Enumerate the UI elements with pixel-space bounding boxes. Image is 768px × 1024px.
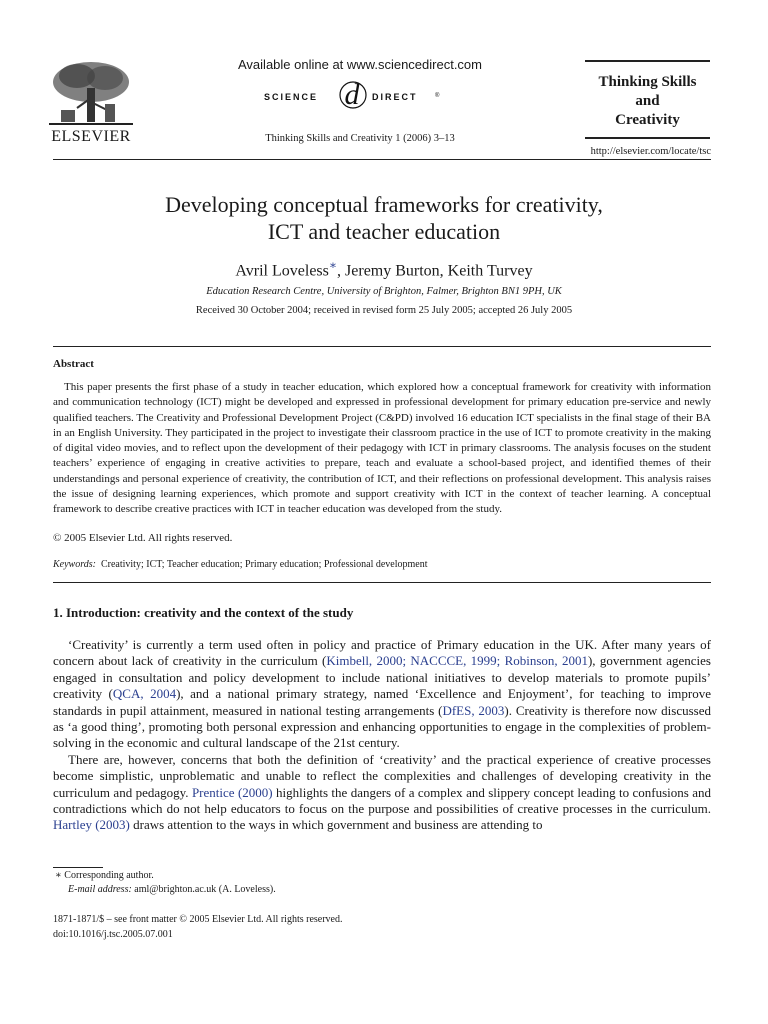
- p1-text-c: ), and a national primary strategy, named ‘Excellence and Enjoyment’, for teaching to improve standards in pupil attainment, measured in national testing arrangements (: [53, 686, 712, 718]
- paragraph-1: [53, 637, 711, 752]
- section-body: [53, 637, 711, 834]
- sd-right-text: DIRECT: [372, 92, 418, 102]
- available-online-text[interactable]: Available online at www.sciencedirect.com: [238, 57, 482, 72]
- corresponding-author-link[interactable]: ∗: [328, 258, 338, 272]
- affiliation: Education Research Centre, University of Brighton, Falmer, Brighton BN1 9PH, UK: [206, 286, 562, 297]
- footnote-corresponding-text: Corresponding author.: [61, 870, 154, 881]
- author-list: [60, 258, 708, 280]
- footnote-mark: ∗: [55, 870, 62, 881]
- p2-text-b: highlights the dangers of a complex and slippery concept leading to confusions and contradictions which do not help educators to focus on the purpose and possibilities of creative processes in the curriculum.: [53, 784, 711, 817]
- footnote-email: [68, 884, 276, 895]
- abstract-heading: Abstract: [53, 358, 94, 370]
- p2-text-c: draws attention to the ways in which government and business are attending to: [129, 817, 543, 833]
- abstract-body: [53, 380, 711, 518]
- front-matter-issn: 1871-1871/$ – see front matter © 2005 Elsevier Ltd. All rights reserved.: [53, 914, 343, 925]
- journal-url-link[interactable]: http://elsevier.com/locate/tsc: [590, 146, 711, 157]
- p1-text-a: ‘Creativity’ is currently a term used often in policy and practice of Primary education in the UK. After many years of concern about lack of creativity in the curriculum (: [53, 637, 711, 669]
- journal-title-line3: Creativity: [615, 112, 680, 128]
- email-address[interactable]: aml@brighton.ac.uk (A. Loveless).: [131, 884, 276, 895]
- p1-text-b: ), government agencies engaged in consultation and policy development to include national initiatives to develop materials to promote pupils’ creativity (: [53, 653, 711, 702]
- authors-rest: , Jeremy Burton, Keith Turvey: [337, 262, 533, 280]
- journal-title-box: [585, 73, 710, 130]
- publisher-name: ELSEVIER: [51, 128, 131, 145]
- abstract-top-divider: [53, 346, 711, 347]
- abstract-bottom-divider: [53, 582, 711, 583]
- ref-link-dfes[interactable]: DfES, 2003: [442, 702, 505, 718]
- author-loveless: Avril Loveless: [235, 262, 329, 280]
- sciencedirect-logo: [250, 76, 490, 112]
- p1-text-d: ). Creativity is therefore now discussed as ‘a good thing’, promoting both personal expression and enhancing opportunities to engage in the complexities of problem-solving in the economic and cultural landscape of the 21st century.: [53, 702, 711, 751]
- doi[interactable]: doi:10.1016/j.tsc.2005.07.001: [53, 929, 173, 940]
- svg-text:d: d: [344, 78, 360, 111]
- keywords-list: Creativity; ICT; Teacher education; Primary education; Professional development: [100, 559, 428, 570]
- keywords-line: [53, 559, 711, 570]
- paragraph-2: [53, 752, 711, 834]
- email-label: E-mail address:: [68, 884, 132, 895]
- ref-link-prentice[interactable]: Prentice (2000): [191, 784, 273, 800]
- section-heading: 1. Introduction: creativity and the context of the study: [53, 605, 354, 620]
- article-title-line2: ICT and teacher education: [267, 219, 501, 244]
- received-dates: Received 30 October 2004; received in revised form 25 July 2005; accepted 26 July 2005: [195, 305, 573, 316]
- header-divider: [53, 159, 711, 160]
- journal-citation: Thinking Skills and Creativity 1 (2006) 3–13: [265, 133, 455, 144]
- journal-box-bottom-rule: [585, 137, 710, 139]
- article-title: [60, 191, 708, 245]
- abstract-paragraph: This paper presents the first phase of a study in teacher education, which explored how a conceptual framework for creativity with information and communication technology (ICT) might be developed and expressed in professional development for primary education pre-service and newly qualified teachers. The Creativity and Professional Development Project (C&PD) involved 16 education ICT specialists in the final stage of their BA in an English University. They participated in the project to investigate their classroom practice in the use of ICT to promote creativity in the making of digital video movies, and to reflect upon the development of their pedagogy with ICT in primary classrooms. The analysis focuses on the student teachers’ experience of engaging in creative activities to prepare, teach and evaluate a school-based project, and identified themes of their understandings and personal experience of creativity, the contribution of ICT, and their reflections on professional development. This analysis raises the issue of designing learning experiences, which promote and support creativity with ICT in the context of teacher learning. A conceptual framework to describe creative practices with ICT in teacher education was developed from the study.: [53, 381, 711, 516]
- ref-link-kimbell-naccce-robinson[interactable]: Kimbell, 2000; NACCCE, 1999; Robinson, 2001: [326, 653, 588, 669]
- keywords-label: Keywords:: [53, 559, 96, 570]
- ref-link-hartley[interactable]: Hartley (2003): [53, 817, 130, 833]
- p2-text-a: There are, however, concerns that both the definition of ‘creativity’ and the practical experience of creative processes become simplistic, unproblematic and unable to reflect the complexities and challenges of developing creativity in the curriculum and pedagogy.: [53, 751, 711, 800]
- ref-link-qca[interactable]: QCA, 2004: [112, 686, 177, 702]
- sd-left-text: SCIENCE: [263, 92, 318, 102]
- article-title-line1: Developing conceptual frameworks for creativity,: [165, 192, 603, 217]
- journal-title-line2: and: [635, 93, 660, 109]
- footnote-divider: [53, 867, 103, 868]
- journal-title-line1: Thinking Skills: [598, 74, 697, 90]
- journal-box-top-rule: [585, 60, 710, 62]
- abstract-copyright: © 2005 Elsevier Ltd. All rights reserved.: [53, 532, 233, 544]
- elsevier-tree-logo: [47, 58, 135, 130]
- sd-registered-mark: ®: [435, 93, 440, 99]
- footnote-corresponding: [55, 870, 154, 881]
